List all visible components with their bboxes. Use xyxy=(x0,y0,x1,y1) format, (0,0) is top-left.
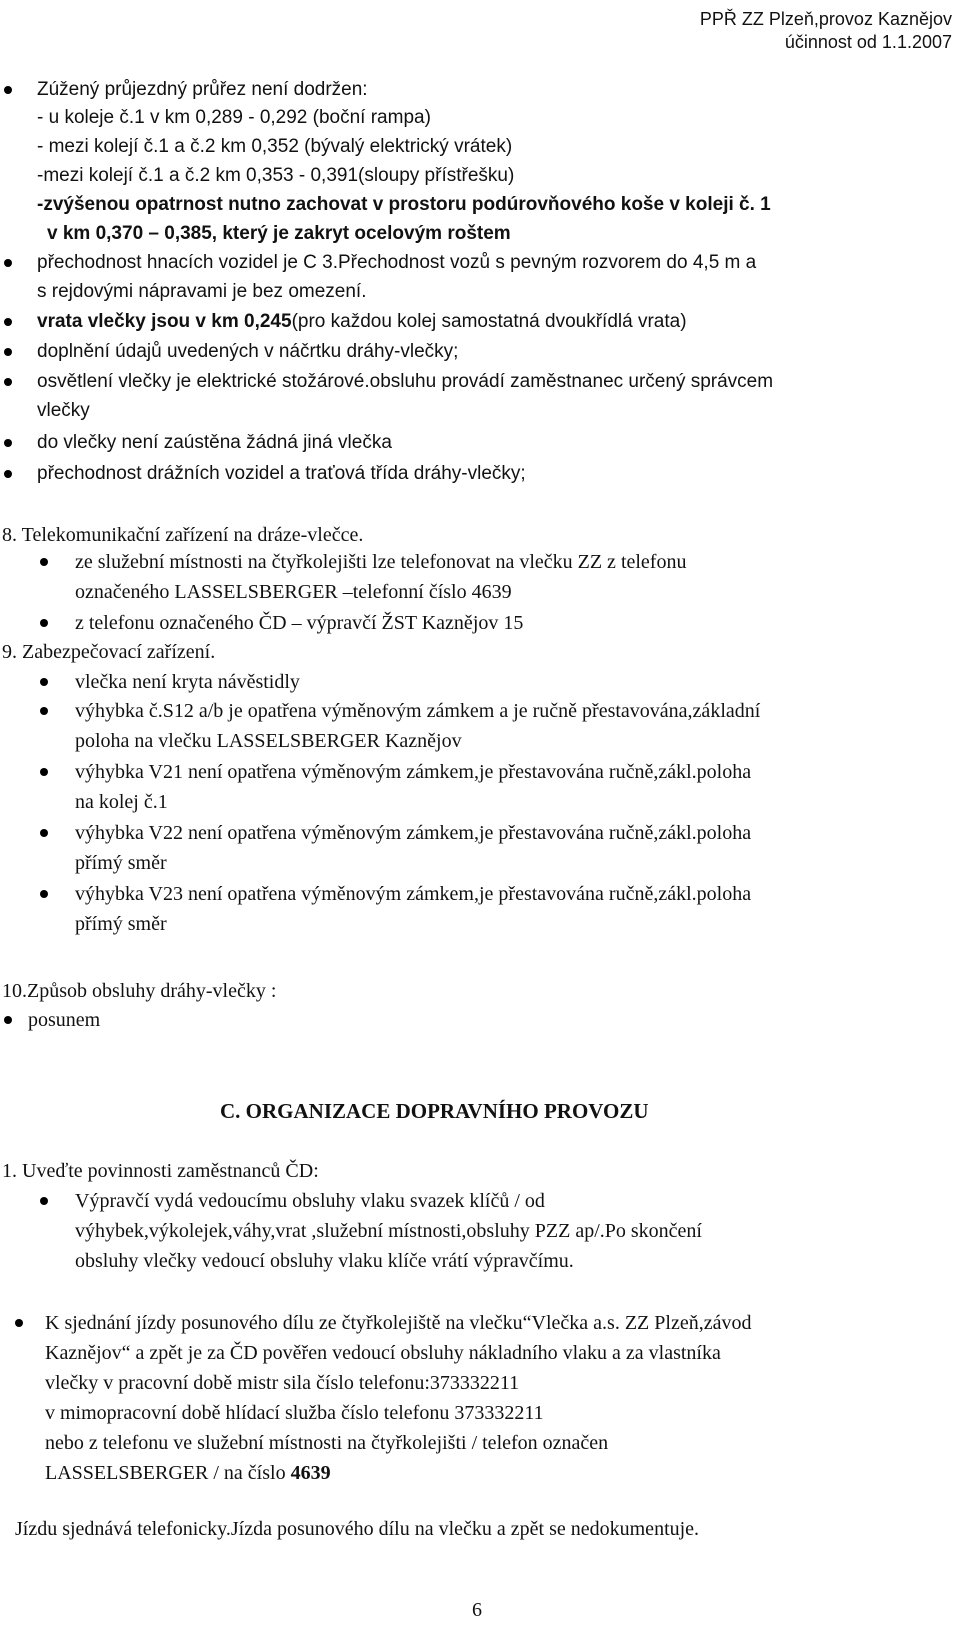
text-line: vlečka není kryta návěstidly xyxy=(75,671,300,693)
text-line: výhybka V21 není opatřena výměnovým zámkem,je přestavována ručně,zákl.poloha xyxy=(75,761,752,783)
section-heading: 8. Telekomunikační zařízení na dráze-vlečce. xyxy=(2,524,364,546)
section-heading: 10.Způsob obsluhy dráhy-vlečky : xyxy=(2,980,277,1002)
bullet-icon xyxy=(4,259,12,267)
text-line: -mezi kolejí č.1 a č.2 km 0,353 - 0,391(sloupy přístřešku) xyxy=(37,165,515,186)
bullet-icon xyxy=(4,86,12,94)
text-line: v mimopracovní době hlídací služba číslo telefonu 373332211 xyxy=(45,1402,544,1424)
text-line: vrata vlečky jsou v km 0,245(pro každou kolej samostatná dvoukřídlá vrata) xyxy=(37,311,687,332)
numbered-item: 1. Uveďte povinnosti zaměstnanců ČD: xyxy=(2,1160,319,1182)
bullet-icon xyxy=(15,1319,23,1327)
bullet-icon xyxy=(4,470,12,478)
text-line: nebo z telefonu ve služební místnosti na čtyřkolejišti / telefon označen xyxy=(45,1432,609,1454)
text-line: LASSELSBERGER / na číslo 4639 xyxy=(45,1462,331,1484)
text-line: - u koleje č.1 v km 0,289 - 0,292 (boční rampa) xyxy=(37,107,431,128)
text-line: označeného LASSELSBERGER –telefonní číslo 4639 xyxy=(75,581,512,603)
bullet-icon xyxy=(40,678,48,686)
bullet-icon xyxy=(40,768,48,776)
text-line: Kaznějov“ a zpět je za ČD pověřen vedoucí obsluhy nákladního vlaku a za vlastníka xyxy=(45,1342,721,1364)
text-line: poloha na vlečku LASSELSBERGER Kaznějov xyxy=(75,730,462,752)
text-line: výhybka č.S12 a/b je opatřena výměnovým zámkem a je ručně přestavována,základní xyxy=(75,700,761,722)
text-line: výhybka V22 není opatřena výměnovým zámkem,je přestavována ručně,zákl.poloha xyxy=(75,822,752,844)
bullet-icon xyxy=(40,1197,48,1205)
text-line: obsluhy vlečky vedoucí obsluhy vlaku klíče vrátí výpravčímu. xyxy=(75,1250,574,1272)
text-line: vlečky xyxy=(37,400,90,421)
text-line: do vlečky není zaústěna žádná jiná vlečka xyxy=(37,432,392,453)
bullet-icon xyxy=(4,318,12,326)
text-line: přechodnost drážních vozidel a traťová třída dráhy-vlečky; xyxy=(37,463,526,484)
section-heading: 9. Zabezpečovací zařízení. xyxy=(2,641,216,663)
text-line: s rejdovými nápravami je bez omezení. xyxy=(37,281,367,302)
text-line: -zvýšenou opatrnost nutno zachovat v prostoru podúrovňového koše v koleji č. 1 xyxy=(37,194,771,215)
text-line: v km 0,370 – 0,385, který je zakryt ocelovým roštem xyxy=(47,223,511,244)
text-line: přechodnost hnacích vozidel je C 3.Přechodnost vozů s pevným rozvorem do 4,5 m a xyxy=(37,252,757,273)
page-number: 6 xyxy=(472,1599,482,1621)
bullet-icon xyxy=(40,890,48,898)
text-line: Výpravčí vydá vedoucímu obsluhy vlaku svazek klíčů / od xyxy=(75,1190,545,1212)
closing-line: Jízdu sjednává telefonicky.Jízda posunového dílu na vlečku a zpět se nedokumentuje. xyxy=(15,1518,700,1540)
bullet-icon xyxy=(40,829,48,837)
bullet-icon xyxy=(40,558,48,566)
header-validity-date: účinnost od 1.1.2007 xyxy=(784,32,952,52)
section-c-title: C. ORGANIZACE DOPRAVNÍHO PROVOZU xyxy=(220,1099,649,1123)
text-line: přímý směr xyxy=(75,913,167,935)
bullet-icon xyxy=(4,348,12,356)
bullet-icon xyxy=(40,619,48,627)
text-line: na kolej č.1 xyxy=(75,791,168,813)
text-line: ze služební místnosti na čtyřkolejišti lze telefonovat na vlečku ZZ z telefonu xyxy=(75,551,687,573)
text-line: doplnění údajů uvedených v náčrtku dráhy-vlečky; xyxy=(37,341,459,362)
bullet-icon xyxy=(4,439,12,447)
text-line: K sjednání jízdy posunového dílu ze čtyřkolejiště na vlečku“Vlečka a.s. ZZ Plzeň,závod xyxy=(45,1312,752,1334)
text-line: výhybka V23 není opatřena výměnovým zámkem,je přestavována ručně,zákl.poloha xyxy=(75,883,752,905)
text-line: z telefonu označeného ČD – výpravčí ŽST Kaznějov 15 xyxy=(75,612,524,634)
text-line: Zúžený průjezdný průřez není dodržen: xyxy=(37,79,368,100)
text-line: přímý směr xyxy=(75,852,167,874)
bullet-icon xyxy=(4,1016,12,1024)
header-document-title: PPŘ ZZ Plzeň,provoz Kaznějov xyxy=(699,9,952,29)
text-line: - mezi kolejí č.1 a č.2 km 0,352 (bývalý elektrický vrátek) xyxy=(37,136,513,157)
bullet-icon xyxy=(40,707,48,715)
bullet-icon xyxy=(4,378,12,386)
text-line: osvětlení vlečky je elektrické stožárové.obsluhu provádí zaměstnanec určený správcem xyxy=(37,371,774,392)
text-line: vlečky v pracovní době mistr sila číslo telefonu:373332211 xyxy=(45,1372,520,1394)
text-line: posunem xyxy=(28,1009,101,1031)
text-line: výhybek,výkolejek,váhy,vrat ,služební místnosti,obsluhy PZZ ap/.Po skončení xyxy=(75,1220,702,1242)
